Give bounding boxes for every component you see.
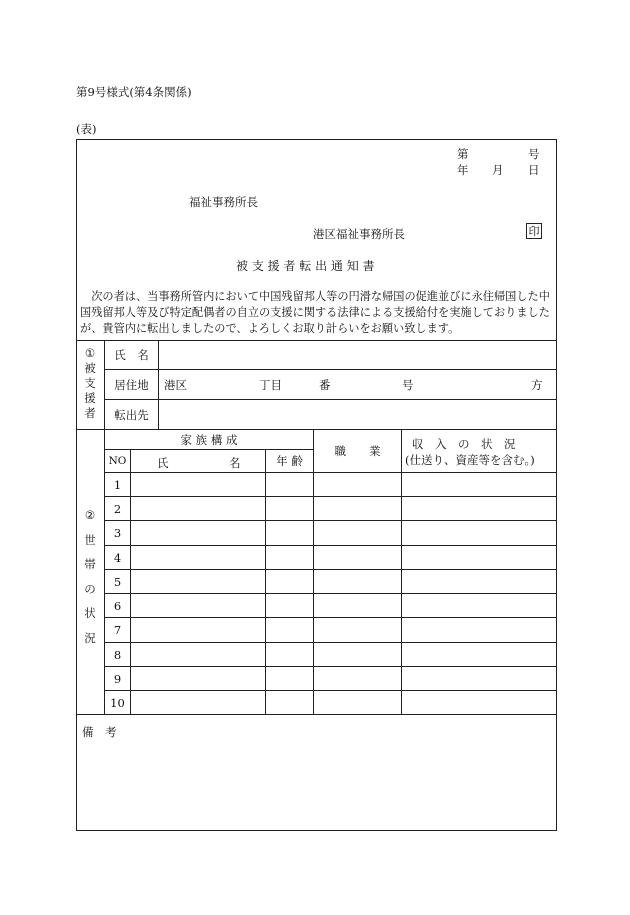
form-frame bbox=[76, 139, 557, 831]
address-label: 居住地 bbox=[114, 377, 149, 392]
form-id: 第9号様式(第4条関係) bbox=[76, 85, 192, 99]
row-no-10: 10 bbox=[110, 695, 125, 710]
address-chome: 丁目 bbox=[259, 378, 282, 392]
address-ward: 港区 bbox=[164, 378, 187, 392]
address-kata: 方 bbox=[531, 378, 543, 392]
notice-text: 次の者は、当事務所管内において中国残留邦人等の円滑な帰国の促進並びに永住帰国した中国残留邦人等及び特定配偶者の自立の支援に関する法律による支援給付を実施しておりましたが、貴管内に転出しましたので、よろしくお取り計らいをお願い致します。 bbox=[80, 290, 550, 335]
sender: 港区福祉事務所長 bbox=[313, 227, 405, 241]
section1-label: ① 被 支 援 者 bbox=[84, 346, 96, 420]
recipient: 福祉事務所長 bbox=[189, 195, 258, 209]
row-no-1: 1 bbox=[113, 477, 122, 492]
notice-body bbox=[80, 289, 553, 337]
section2-label: ② 世 帯 の 状 況 bbox=[84, 508, 96, 645]
row-no-5: 5 bbox=[113, 574, 122, 589]
date-year: 年 bbox=[457, 163, 469, 177]
row-no-7: 7 bbox=[113, 623, 122, 637]
address-ban: 番 bbox=[319, 378, 331, 392]
seal-stamp: 印 bbox=[526, 223, 542, 239]
remarks-label: 備 考 bbox=[82, 725, 117, 739]
destination-label: 転出先 bbox=[114, 407, 149, 422]
name-label: 氏 名 bbox=[114, 348, 149, 362]
no-header: NO bbox=[108, 455, 127, 467]
date-day: 日 bbox=[528, 163, 540, 177]
doc-number-prefix: 第 bbox=[457, 147, 469, 161]
income-header-note: (仕送り、資産等を含む。) bbox=[405, 453, 535, 467]
side-label: (表) bbox=[76, 122, 97, 136]
row-no-9: 9 bbox=[113, 671, 122, 686]
row-no-4: 4 bbox=[113, 550, 122, 565]
age-header: 年 齢 bbox=[276, 454, 303, 468]
row-no-3: 3 bbox=[113, 526, 122, 540]
address-go: 号 bbox=[402, 378, 414, 392]
date-month: 月 bbox=[492, 163, 504, 177]
doc-number-suffix: 号 bbox=[528, 147, 540, 161]
name-header-a: 氏 bbox=[157, 456, 169, 470]
row-no-6: 6 bbox=[113, 598, 122, 613]
name-header-b: 名 bbox=[229, 456, 241, 470]
income-header: 収 入 の 状 況 bbox=[412, 437, 516, 451]
row-no-8: 8 bbox=[113, 647, 122, 662]
family-header: 家 族 構 成 bbox=[180, 432, 238, 447]
document-title: 被 支 援 者 転 出 通 知 書 bbox=[236, 259, 375, 273]
row-no-2: 2 bbox=[113, 501, 122, 516]
occupation-header: 職 業 bbox=[334, 444, 381, 458]
